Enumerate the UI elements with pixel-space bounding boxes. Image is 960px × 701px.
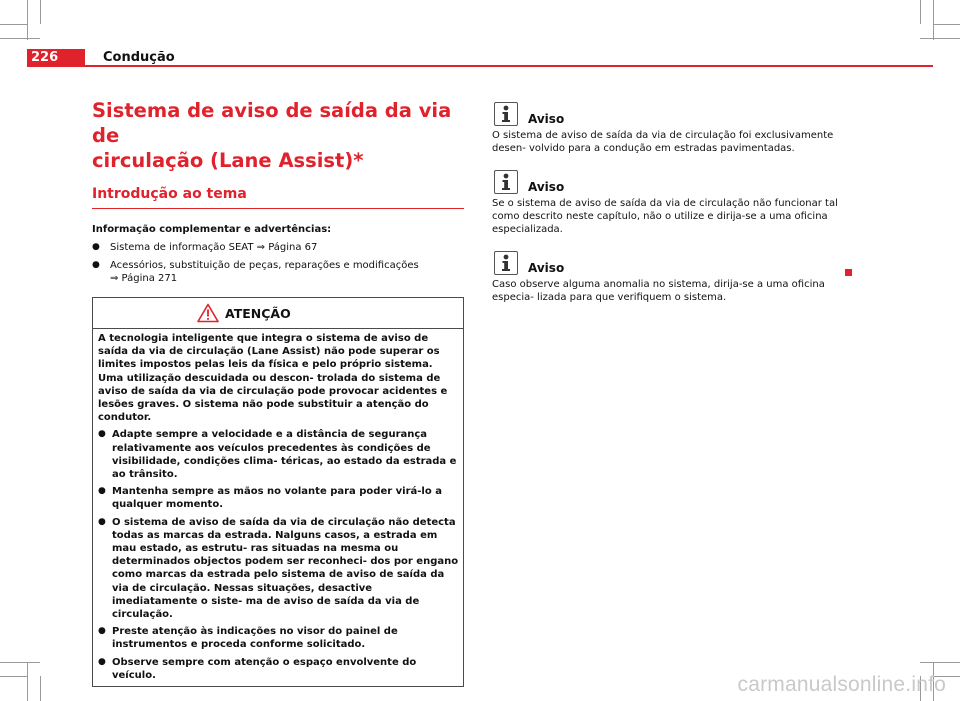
warning-item [98, 516, 459, 622]
warning-item [98, 485, 459, 511]
note-header [492, 170, 852, 194]
crop-mark [40, 676, 41, 701]
warning-item-text: Mantenha sempre as mãos no volante para poder virá-lo a qualquer momento. [112, 486, 442, 511]
note-text: O sistema de aviso de saída da via de circulação foi exclusivamente desen- volvido para a condução em estradas pavimentadas. [492, 130, 834, 154]
crop-mark [920, 0, 921, 24]
warning-title: ATENÇÃO [225, 305, 291, 321]
crop-mark [27, 0, 28, 40]
info-icon [494, 170, 518, 194]
info-item-text: Acessórios, substituição de peças, reparações e modificações [110, 260, 419, 271]
section-title [92, 98, 464, 173]
bullet-icon: ● [98, 486, 106, 497]
note-header [492, 251, 852, 275]
warning-header [93, 298, 463, 329]
note-title: Aviso [528, 112, 565, 126]
crop-mark [933, 24, 960, 25]
crop-mark [920, 38, 960, 39]
warning-intro: A tecnologia inteligente que integra o sistema de aviso de saída da via de circulação (Lane Assist) não pode superar os limites impostos pelas leis da física e pelo próprio sistema. Uma utilização descuidada ou descon- trolada do sistema de aviso de saída da via de circulação pode provocar acidentes e lesões graves. O sistema não pode substituir a atenção do condutor. [98, 333, 448, 424]
note-block [492, 251, 852, 304]
right-column [492, 102, 852, 319]
bullet-icon: ● [98, 429, 106, 440]
warning-box [92, 297, 464, 687]
crop-mark [27, 662, 28, 701]
bullet-icon: ● [98, 656, 106, 667]
warning-item-text: Adapte sempre a velocidade e a distância de segurança relativamente aos veículos precedentes às condições de visibilidade, condições clima- téricas, ao estado da estrada e ao trânsito. [112, 429, 457, 481]
crop-mark [920, 662, 960, 663]
crop-mark [0, 24, 27, 25]
crop-mark [0, 676, 27, 677]
left-column [92, 98, 464, 687]
section-title-line1: Sistema de aviso de saída da via de [92, 99, 452, 147]
warning-item-text: Observe sempre com atenção o espaço envolvente do veículo. [112, 656, 417, 681]
note-title: Aviso [528, 261, 565, 275]
page-reference-link[interactable]: ⇒ Página 271 [110, 273, 178, 284]
info-heading: Informação complementar e advertências: [92, 224, 332, 235]
warning-body [93, 329, 463, 686]
list-item [92, 241, 464, 254]
crop-mark [0, 662, 40, 663]
warning-item [98, 656, 459, 682]
note-block [492, 170, 852, 236]
info-icon [494, 102, 518, 126]
warning-item [98, 428, 459, 481]
crop-mark [0, 38, 40, 39]
warning-triangle-icon [197, 303, 219, 323]
crop-mark [933, 0, 934, 40]
chapter-title: Condução [103, 50, 175, 65]
note-text: Caso observe alguma anomalia no sistema, dirija-se a uma oficina especia- lizada para que verifiquem o sistema. [492, 279, 825, 303]
list-item [92, 259, 464, 285]
section-title-line2: circulação (Lane Assist)* [92, 149, 364, 172]
warning-item [98, 625, 459, 651]
warning-item-text: O sistema de aviso de saída da via de circulação não detecta todas as marcas da estrada. Nalguns casos, a estrada em mau estado, as estrutu- ras situadas na mesma ou determinados objectos podem ser reconheci- dos por engano como marcas da estrada pelo sistema de aviso de saída da via de circulação. Nessas situações, desactive imediatamente o siste- ma de aviso de saída da via de circulação. [112, 516, 459, 621]
warning-item-text: Preste atenção às indicações no visor do painel de instrumentos e proceda conforme solicitado. [112, 626, 398, 651]
crop-mark [40, 0, 41, 24]
header-rule [85, 65, 933, 67]
note-header [492, 102, 852, 126]
bullet-icon: ● [92, 260, 100, 270]
watermark[interactable]: carmanualsonline.info [737, 673, 946, 696]
section-end-marker [845, 269, 852, 276]
bullet-icon: ● [98, 626, 106, 637]
note-title: Aviso [528, 180, 565, 194]
info-item-text[interactable]: Sistema de informação SEAT ⇒ Página 67 [110, 242, 318, 253]
page-number: 226 [27, 49, 85, 67]
bullet-icon: ● [92, 242, 100, 252]
note-block [492, 102, 852, 155]
bullet-icon: ● [98, 516, 106, 527]
section-subtitle: Introdução ao tema [92, 185, 464, 209]
info-item-body [110, 259, 419, 285]
info-icon [494, 251, 518, 275]
note-text: Se o sistema de aviso de saída da via de circulação não funcionar tal como descrito neste capítulo, não o utilize e dirija-se a uma oficina especializada. [492, 198, 838, 235]
